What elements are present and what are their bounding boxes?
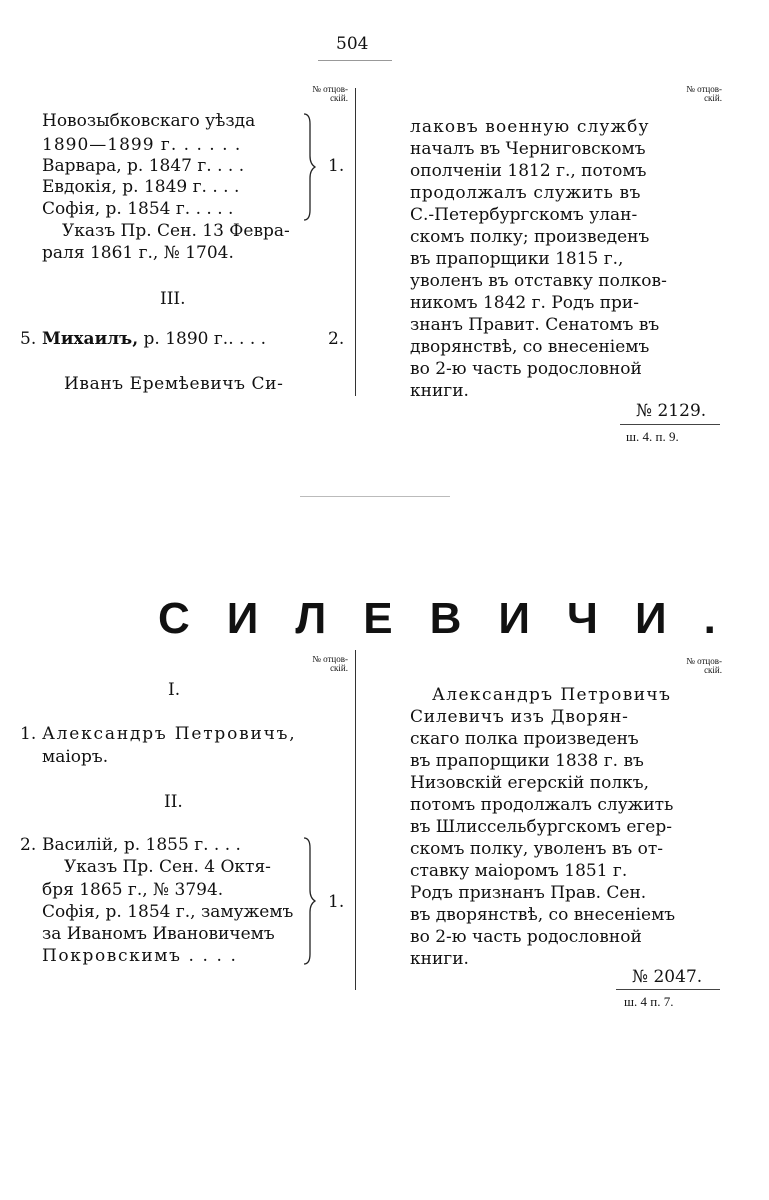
top-ivan-line: Иванъ Еремѣевичъ Си- [64, 374, 284, 394]
family-surname-heading: СИЛЕВИЧИ. [158, 594, 753, 643]
bottom-right-line: Родъ признанъ Прав. Сен. [410, 883, 647, 903]
bottom-left-line-1: Василій, р. 1855 г. . . . [42, 835, 241, 855]
top-left-line-4: Евдокія, р. 1849 г. . . . [42, 177, 240, 197]
bottom-alexandr-name: Александръ Петровичъ, [42, 724, 297, 744]
top-mikhail-number: 5. [20, 329, 37, 349]
bottom-right-line: книги. [410, 949, 469, 969]
top-brace [302, 112, 316, 222]
bottom-right-col-header: № отцов- скій. [686, 656, 722, 675]
bottom-right-line: во 2-ю часть родословной [410, 927, 642, 947]
top-right-line: началъ въ Черниговскомъ [410, 139, 646, 159]
top-right-line: знанъ Правит. Сенатомъ въ [410, 315, 660, 335]
bottom-case-number: № 2047. [632, 967, 703, 987]
top-right-line: книги. [410, 381, 469, 401]
bottom-left-col-header: № отцов- скій. [312, 654, 348, 673]
bottom-left-line-4: Софія, р. 1854 г., замужемъ [42, 902, 294, 922]
top-right-line: С.-Петербургскомъ улан- [410, 205, 638, 225]
bottom-right-line: скаго полка произведенъ [410, 729, 639, 749]
top-right-line: никомъ 1842 г. Родъ при- [410, 293, 639, 313]
top-shelf-mark: ш. 4. п. 9. [626, 429, 679, 444]
top-right-line: лаковъ военную службу [410, 117, 650, 137]
top-right-line: скомъ полку; произведенъ [410, 227, 650, 247]
bottom-right-line: въ Шлиссельбургскомъ егер- [410, 817, 672, 837]
top-mikhail-father-number: 2. [328, 329, 345, 349]
top-column-rule [355, 88, 356, 396]
bottom-left-line-5: за Иваномъ Ивановичемъ [42, 924, 275, 944]
bottom-left-line-6: Покровскимъ . . . . [42, 946, 238, 966]
bottom-left-line-2: Указъ Пр. Сен. 4 Октя- [64, 857, 271, 877]
top-left-line-2: 1890—1899 г. . . . . . [42, 135, 242, 155]
top-mikhail-name: Михаилъ, [42, 329, 139, 349]
top-right-line: во 2-ю часть родословной [410, 359, 642, 379]
bottom-alexandr-number: 1. [20, 724, 37, 744]
bottom-right-line: въ прапорщики 1838 г. въ [410, 751, 644, 771]
bottom-right-line: потомъ продолжалъ служить [410, 795, 674, 815]
bottom-generation-2: II. [164, 792, 183, 812]
bottom-brace [302, 836, 316, 966]
top-generation-3: III. [160, 289, 186, 309]
top-left-line-7: раля 1861 г., № 1704. [42, 243, 234, 263]
bottom-right-line: въ дворянствѣ, со внесеніемъ [410, 905, 676, 925]
top-left-col-header: № отцов- скій. [312, 84, 348, 103]
top-brace-father-number: 1. [328, 156, 345, 176]
top-mikhail-dates: р. 1890 г.. . . . [138, 329, 267, 349]
bottom-shelf-rule [616, 989, 720, 990]
top-right-line: уволенъ въ отставку полков- [410, 271, 667, 291]
bottom-brace-father-number: 1. [328, 892, 345, 912]
top-case-number: № 2129. [636, 401, 707, 421]
top-left-line-3: Варвара, р. 1847 г. . . . [42, 156, 245, 176]
top-right-line: ополченіи 1812 г., потомъ [410, 161, 647, 181]
bottom-left-line-3: бря 1865 г., № 3794. [42, 880, 224, 900]
bottom-right-line: ставку маіоромъ 1851 г. [410, 861, 628, 881]
top-right-line: въ прапорщики 1815 г., [410, 249, 624, 269]
section-divider [300, 496, 450, 497]
bottom-generation-1: I. [168, 680, 181, 700]
bottom-column-rule [355, 650, 356, 990]
top-right-col-header: № отцов- скій. [686, 84, 722, 103]
bottom-right-line: скомъ полку, уволенъ въ от- [410, 839, 664, 859]
bottom-alexandr-rank: маіоръ. [42, 747, 109, 767]
top-right-line: продолжалъ служить въ [410, 183, 642, 203]
top-left-line-1: Новозыбковскаго уѣзда [42, 111, 256, 131]
top-left-line-5: Софія, р. 1854 г. . . . . [42, 199, 234, 219]
page-number-rule [318, 60, 392, 61]
top-shelf-rule [620, 424, 720, 425]
bottom-right-line: Александръ Петровичъ [432, 685, 672, 705]
page-number: 504 [336, 34, 369, 54]
bottom-vasily-number: 2. [20, 835, 37, 855]
bottom-right-line: Силевичъ изъ Дворян- [410, 707, 629, 727]
top-right-line: дворянствѣ, со внесеніемъ [410, 337, 650, 357]
bottom-shelf-mark: ш. 4 п. 7. [624, 994, 674, 1009]
bottom-right-line: Низовскій егерскій полкъ, [410, 773, 649, 793]
top-mikhail-entry [42, 330, 266, 349]
top-left-line-6: Указъ Пр. Сен. 13 Февра- [62, 221, 290, 241]
